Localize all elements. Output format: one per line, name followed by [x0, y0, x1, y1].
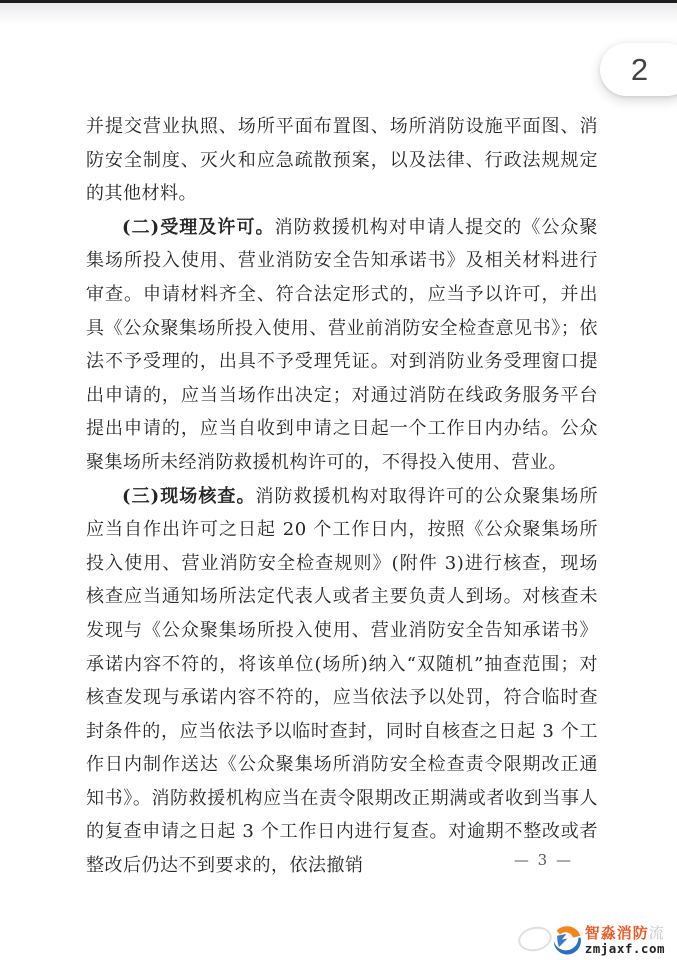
top-shade-gradient — [0, 3, 677, 25]
brand-watermark — [552, 925, 665, 955]
paragraph — [86, 480, 598, 883]
brand-domain: zmjaxf.com — [584, 940, 665, 956]
brand-text-column — [585, 925, 665, 955]
page-badge-number: 2 — [630, 51, 649, 87]
page-scroll-badge[interactable] — [600, 43, 677, 96]
brand-line — [585, 925, 665, 942]
document-page — [86, 110, 598, 883]
paragraph — [86, 110, 598, 211]
brand-name: 智淼消防 — [584, 925, 649, 943]
paragraph — [86, 211, 598, 480]
brand-faint-char: 流 — [648, 925, 664, 943]
paragraph-heading: (二)受理及许可。 — [122, 216, 275, 238]
page-footer-number: — 3 — — [513, 851, 573, 869]
paragraph-text: 并提交营业执照、场所平面布置图、场所消防设施平面图、消防安全制度、灭火和应急疏散预案，以及法律、行政法规规定的其他材料。 — [86, 116, 598, 205]
ghost-stamp-circle — [516, 924, 554, 955]
paragraph-text: 消防救援机构对取得许可的公众聚集场所应当自作出许可之日起 20 个工作日内，按照《公众聚集场所投入使用、营业消防安全检查规则》(附件 3)进行核查，现场核查应当通知场所法定代表人或者主要负责人到场。对核查未发现与《公众聚集场所投入使用、营业消防安全告知承诺书》承诺内容不符的，将该单位(场所)纳入“双随机”抽查范围；对核查发现与承诺内容不符的，应当依法予以处罚，符合临时查封条件的，应当依法予以临时查封，同时自核查之日起 3 个工作日内制作送达《公众聚集场所消防安全检查责令限期改正通知书》。消防救援机构应当在责令限期改正期满或者收到当事人的复查申请之日起 3 个工作日内进行复查。对逾期不整改或者整改后仍达不到要求的，依法撤销 — [86, 485, 598, 877]
paragraph-text: 消防救援机构对申请人提交的《公众聚集场所投入使用、营业消防安全告知承诺书》及相关材料进行审查。申请材料齐全、符合法定形式的，应当予以许可，并出具《公众聚集场所投入使用、营业前消防安全检查意见书》；依法不予受理的，出具不予受理凭证。对到消防业务受理窗口提出申请的，应当当场作出决定；对通过消防在线政务服务平台提出申请的，应当自收到申请之日起一个工作日内办结。公众聚集场所未经消防救援机构许可的，不得投入使用、营业。 — [86, 216, 598, 473]
paragraph-heading: (三)现场核查。 — [122, 485, 256, 507]
zhimiao-logo-icon — [552, 925, 582, 955]
